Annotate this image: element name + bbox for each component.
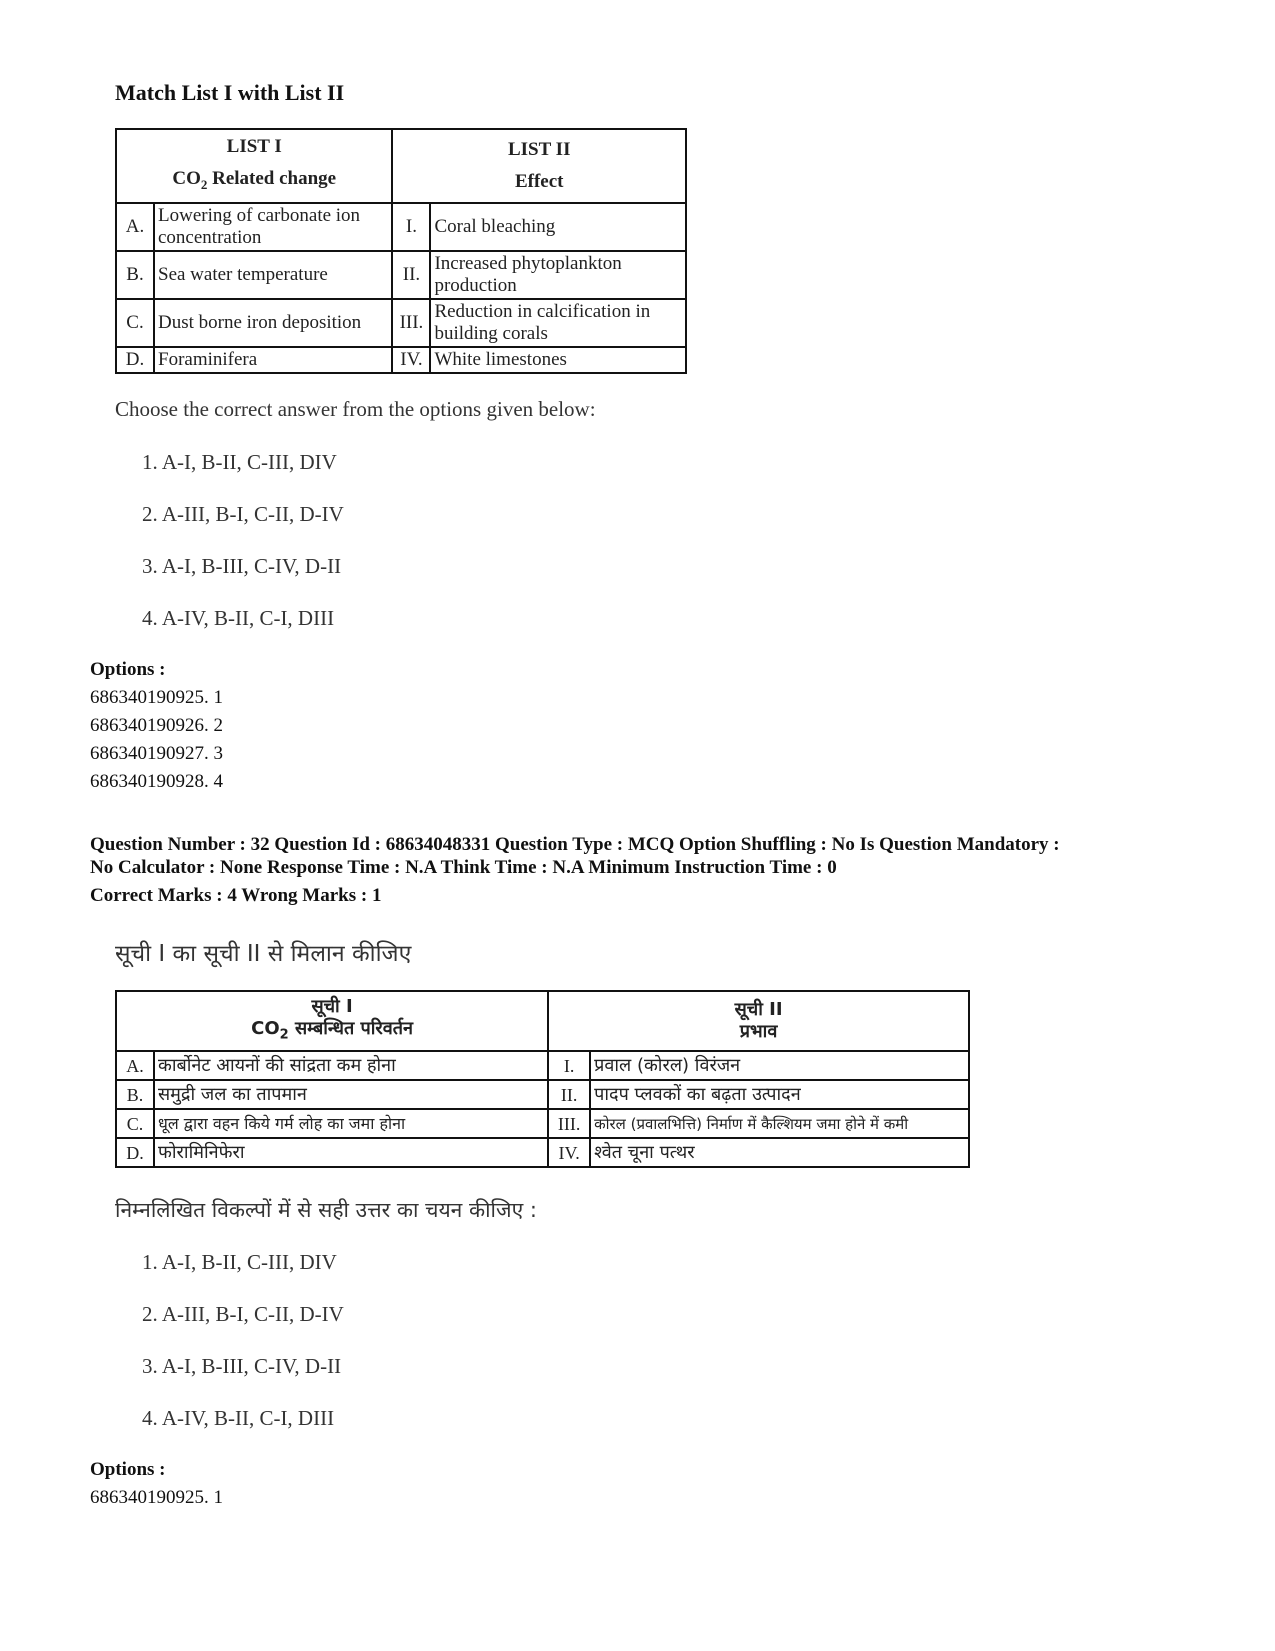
table-row: [116, 1051, 969, 1080]
q32-answer-4: 4. A-IV, B-II, C-I, DIII: [142, 1406, 335, 1430]
q32-answer-3: 3. A-I, B-III, C-IV, D-II: [142, 1354, 342, 1378]
table-row: [116, 347, 686, 373]
q32-answer-1: 1. A-I, B-II, C-III, DIV: [142, 1250, 337, 1274]
list1-header: सूची I: [311, 995, 353, 1017]
row-change: Lowering of carbonate ion concentration: [154, 203, 392, 251]
row-change: Foraminifera: [154, 347, 392, 373]
row-letter: B.: [116, 1080, 154, 1109]
row-change: फोरामिनिफेरा: [154, 1138, 548, 1167]
table-row: [116, 251, 686, 299]
table-row: [116, 1080, 969, 1109]
option-item: 686340190928. 4: [90, 771, 223, 792]
q31-answer-2: 2. A-III, B-I, C-II, D-IV: [142, 502, 344, 526]
row-letter: D.: [116, 347, 154, 373]
row-roman: I.: [548, 1051, 590, 1080]
q31-match-table: [115, 128, 687, 374]
options-label: Options :: [90, 1459, 166, 1480]
q31-answer-3: 3. A-I, B-III, C-IV, D-II: [142, 554, 342, 578]
options-label: Options :: [90, 659, 166, 680]
option-item: 686340190925. 1: [90, 687, 223, 708]
row-letter: D.: [116, 1138, 154, 1167]
option-item: 686340190926. 2: [90, 715, 223, 736]
row-roman: III.: [548, 1109, 590, 1138]
row-effect: White limestones: [430, 347, 686, 373]
q32-title: सूची I का सूची II से मिलान कीजिए: [115, 941, 412, 967]
option-item: 686340190925. 1: [90, 1487, 223, 1508]
row-letter: C.: [116, 1109, 154, 1138]
list2-subheader: प्रभाव: [739, 1021, 778, 1042]
list2-subheader: Effect: [514, 171, 564, 192]
q31-answer-4: 4. A-IV, B-II, C-I, DIII: [142, 606, 335, 630]
list2-header-cell: [548, 991, 969, 1051]
table-row: [116, 1138, 969, 1167]
table-header-row: [116, 991, 969, 1051]
row-letter: A.: [116, 1051, 154, 1080]
list1-header-cell: [116, 129, 392, 203]
q31-prompt: Choose the correct answer from the options given below:: [115, 397, 596, 421]
q32-options-block: [90, 1456, 223, 1512]
q31-title: Match List I with List II: [115, 80, 345, 105]
table-row: [116, 1109, 969, 1138]
row-effect: Increased phytoplankton production: [430, 251, 686, 299]
table-row: [116, 299, 686, 347]
q32-match-table: [115, 990, 970, 1168]
q32-prompt: निम्नलिखित विकल्पों में से सही उत्तर का चयन कीजिए :: [115, 1198, 537, 1222]
row-change: समुद्री जल का तापमान: [154, 1080, 548, 1109]
meta-line-1: Question Number : 32 Question Id : 68634048331 Question Type : MCQ Option Shuffling : No Is Question Mandatory :: [90, 834, 1060, 855]
row-change: Sea water temperature: [154, 251, 392, 299]
list1-subheader: $CO_2$ सम्बन्धित परिवर्तन: [251, 1017, 413, 1043]
q31-options-block: [90, 656, 223, 796]
list1-header-cell: [116, 991, 548, 1051]
q31-answer-1: 1. A-I, B-II, C-III, DIV: [142, 450, 337, 474]
row-letter: B.: [116, 251, 154, 299]
q32-meta: [90, 833, 1060, 907]
row-change: धूल द्वारा वहन किये गर्म लोह का जमा होना: [154, 1109, 548, 1138]
row-roman: II.: [392, 251, 430, 299]
row-effect: Reduction in calcification in building corals: [430, 299, 686, 347]
row-effect: Coral bleaching: [430, 203, 686, 251]
list1-header: LIST I: [226, 136, 282, 158]
row-change: Dust borne iron deposition: [154, 299, 392, 347]
row-roman: II.: [548, 1080, 590, 1109]
row-effect: श्वेत चूना पत्थर: [590, 1138, 969, 1167]
row-roman: I.: [392, 203, 430, 251]
row-letter: C.: [116, 299, 154, 347]
row-effect: प्रवाल (कोरल) विरंजन: [590, 1051, 969, 1080]
row-effect: कोरल (प्रवालभित्ति) निर्माण में कैल्शियम जमा होने में कमी: [590, 1109, 969, 1138]
row-effect: पादप प्लवकों का बढ़ता उत्पादन: [590, 1080, 969, 1109]
list2-header: सूची II: [734, 999, 783, 1020]
row-roman: III.: [392, 299, 430, 347]
option-item: 686340190927. 3: [90, 743, 223, 764]
row-letter: A.: [116, 203, 154, 251]
q32-answer-2: 2. A-III, B-I, C-II, D-IV: [142, 1302, 344, 1326]
row-change: कार्बोनेट आयनों की सांद्रता कम होना: [154, 1051, 548, 1080]
list2-header: LIST II: [507, 139, 571, 160]
table-header-row: [116, 129, 686, 203]
table-row: [116, 203, 686, 251]
marks-line: Correct Marks : 4 Wrong Marks : 1: [90, 885, 382, 906]
meta-line-2: No Calculator : None Response Time : N.A Think Time : N.A Minimum Instruction Time : 0: [90, 857, 837, 878]
list2-header-cell: [392, 129, 686, 203]
row-roman: IV.: [548, 1138, 590, 1167]
list1-subheader: $CO_2$ Related change: [172, 168, 337, 192]
row-roman: IV.: [392, 347, 430, 373]
